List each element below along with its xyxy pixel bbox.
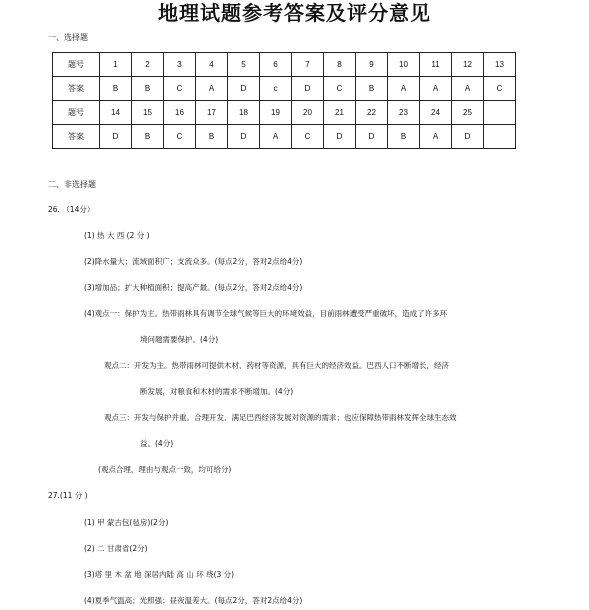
q26-answer-4-line3: 观点二：开发为主。热带雨林可提供木材、药材等资源，具有巨大的经济效益。巴西人口不断增长，经济 <box>104 361 449 370</box>
q26-answer-1: (1) 热 大 西 (2 分 ) <box>84 231 150 240</box>
table-cell: 25 <box>452 101 484 125</box>
q27-answer-1: (1) 甲 蒙古包(毡房)(2分) <box>84 518 169 527</box>
table-cell: D <box>356 125 388 149</box>
table-cell: B <box>132 77 164 101</box>
table-cell <box>484 101 516 125</box>
table-cell: A <box>196 77 228 101</box>
q26-answer-4-line5: 观点三：开发与保护并重。合理开发、满足巴西经济发展对资源的需求；也应保障热带雨林发挥全球生态效 <box>104 413 457 422</box>
table-cell: 18 <box>228 101 260 125</box>
table-cell: 24 <box>420 101 452 125</box>
table-cell: 12 <box>452 53 484 77</box>
table-cell: 21 <box>324 101 356 125</box>
table-row <box>53 53 516 77</box>
q26-answer-4-line4: 断发展，对粮食和木材的需求不断增加。(4分) <box>140 387 294 396</box>
q26-answer-4-line1: (4)观点一：保护为主。热带雨林具有调节全球气候等巨大的环境效益，目前雨林遭受严重破坏，造成了许多环 <box>84 309 448 318</box>
table-cell: C <box>164 77 196 101</box>
q27-answer-4: (4)夏季气温高；光照强；昼夜温差大。(每点2分，答对2点给4分) <box>84 596 303 605</box>
table-cell: B <box>132 125 164 149</box>
table-cell: 13 <box>484 53 516 77</box>
table-cell: 20 <box>292 101 324 125</box>
table-cell: A <box>420 77 452 101</box>
table-cell: 题号 <box>53 101 100 125</box>
table-cell: A <box>452 77 484 101</box>
q26-answer-4-line6: 益。(4分) <box>140 439 174 448</box>
table-cell: C <box>484 77 516 101</box>
table-cell: D <box>292 77 324 101</box>
table-cell: 6 <box>260 53 292 77</box>
table-cell: 10 <box>388 53 420 77</box>
answer-table <box>52 52 516 149</box>
table-cell: B <box>388 125 420 149</box>
q26-answer-2: (2)降水量大；流域面积广；支流众多。(每点2分，答对2点给4分) <box>84 257 303 266</box>
table-cell: 11 <box>420 53 452 77</box>
table-cell: 7 <box>292 53 324 77</box>
table-cell: C <box>164 125 196 149</box>
section-heading-choice: 一、选择题 <box>48 33 88 42</box>
table-cell: 答案 <box>53 125 100 149</box>
page-title: 地理试题参考答案及评分意见 <box>158 1 431 25</box>
q26-grading-note: (观点合理，理由与观点一致，均可给分) <box>98 465 232 474</box>
table-cell: 4 <box>196 53 228 77</box>
table-cell: 14 <box>100 101 132 125</box>
question-27-heading: 27.(11 分 ) <box>48 491 88 500</box>
table-cell: D <box>228 125 260 149</box>
table-cell: 9 <box>356 53 388 77</box>
table-cell: D <box>452 125 484 149</box>
table-cell: 题号 <box>53 53 100 77</box>
table-row <box>53 125 516 149</box>
q26-answer-3: (3)增加品；扩大种植面积；提高产最。(每点2分，答对2点给4分) <box>84 283 303 292</box>
section-heading-nonchoice: 二、非选择题 <box>48 180 96 189</box>
table-cell: A <box>260 125 292 149</box>
table-cell: 8 <box>324 53 356 77</box>
table-cell: B <box>100 77 132 101</box>
table-cell: 17 <box>196 101 228 125</box>
table-cell: 5 <box>228 53 260 77</box>
table-row <box>53 101 516 125</box>
q26-answer-4-line2: 境问题需要保护。(4分) <box>140 335 219 344</box>
table-cell: 3 <box>164 53 196 77</box>
question-26-heading: 26. （14分） <box>48 205 95 214</box>
table-cell <box>484 125 516 149</box>
table-cell: D <box>228 77 260 101</box>
table-row <box>53 77 516 101</box>
table-cell: B <box>356 77 388 101</box>
table-cell: C <box>292 125 324 149</box>
table-cell: 23 <box>388 101 420 125</box>
table-cell: c <box>260 77 292 101</box>
table-cell: D <box>100 125 132 149</box>
table-cell: A <box>388 77 420 101</box>
table-cell: 2 <box>132 53 164 77</box>
table-cell: B <box>196 125 228 149</box>
q27-answer-3: (3)塔 里 木 盆 地 深居内陆 高 山 环 绕(3 分) <box>84 570 235 579</box>
table-cell: A <box>420 125 452 149</box>
q27-answer-2: (2) 二 甘肃省(2分) <box>84 544 148 553</box>
table-cell: 19 <box>260 101 292 125</box>
table-cell: D <box>324 125 356 149</box>
table-cell: 16 <box>164 101 196 125</box>
table-cell: 15 <box>132 101 164 125</box>
table-cell: 1 <box>100 53 132 77</box>
table-cell: C <box>324 77 356 101</box>
table-cell: 答案 <box>53 77 100 101</box>
table-cell: 22 <box>356 101 388 125</box>
